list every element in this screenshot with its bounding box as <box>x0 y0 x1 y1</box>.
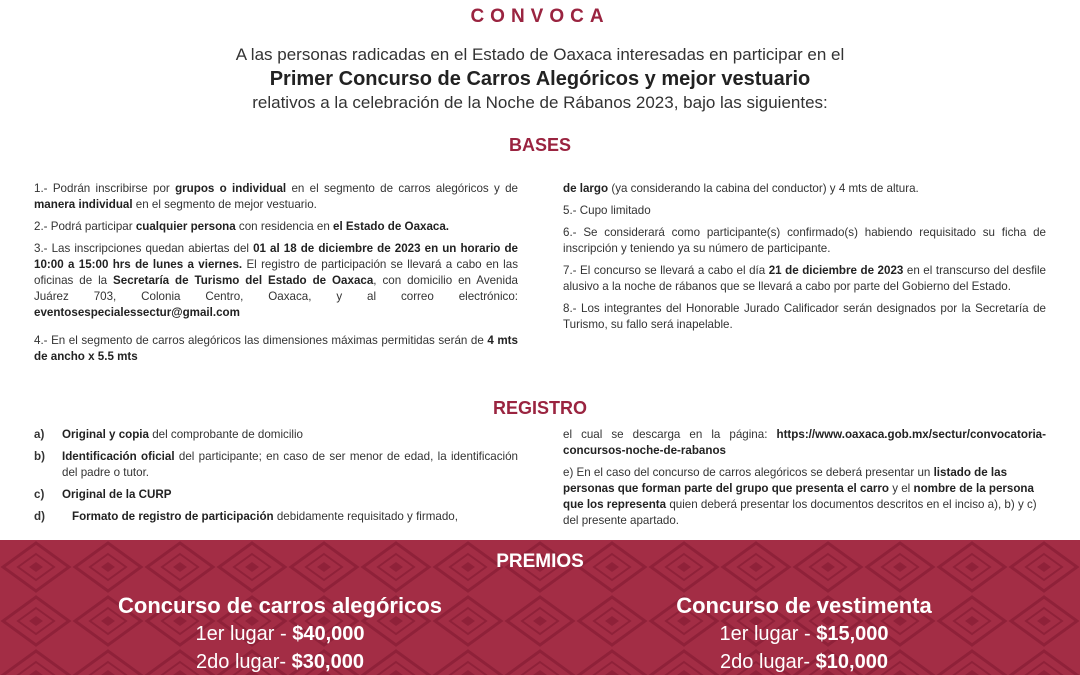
prize-carros-name: Concurso de carros alegóricos <box>118 593 442 618</box>
base-7: 7.- El concurso se llevará a cabo el día 21 de diciembre de 2023 en el transcurso del desfile alusivo a la noche de rábanos que se llevará a cabo por parte del Gobierno del Estado. <box>563 264 1047 293</box>
base-1: 1.- Podrán inscribirse por grupos o individual en el segmento de carros alegóricos y de manera individual en el segmento de mejor vestuario. <box>34 182 519 211</box>
base-6: 6.- Se considerará como participante(s) confirmado(s) habiendo requisitado su ficha de inscripción y teniendo ya su número de participante. <box>563 226 1046 255</box>
prize-carros <box>60 592 500 675</box>
registro-item-d: d) Formato de registro de participación debidamente requisitado y firmado, <box>34 510 458 523</box>
prize-carros-second: 2do lugar- $30,000 <box>196 651 364 673</box>
base-3: 3.- Las inscripciones quedan abiertas del 01 al 18 de diciembre de 2023 en un horario de 10:00 a 15:00 hrs de lunes a viernes. El registro de participación se llevará a cabo en las oficinas de la Secretaría de Turismo del Estado de Oaxaca, con domicilio en Avenida Juárez 703, Colonia Centro, Oaxaca, y al correo electrónico: eventosespecialessectur@gmail.com <box>34 242 518 319</box>
prize-vestimenta <box>584 592 1024 675</box>
premios-heading: PREMIOS <box>496 551 584 572</box>
base-4: 4.- En el segmento de carros alegóricos las dimensiones máximas permitidas serán de 4 mts de ancho x 5.5 mts <box>34 334 518 363</box>
registro-item-d-continued: el cual se descarga en la página: https://www.oaxaca.gob.mx/sectur/convocatoria-concursos-noche-de-rabanos <box>563 428 1046 457</box>
base-8: 8.- Los integrantes del Honorable Jurado Calificador serán designados por la Secretaría de Turismo, su fallo será inapelable. <box>563 302 1046 331</box>
registro-right-column <box>563 427 1046 535</box>
registro-heading: REGISTRO <box>492 398 587 418</box>
prize-vestimenta-first: 1er lugar - $15,000 <box>719 623 889 645</box>
bases-heading: BASES <box>508 135 571 155</box>
contact-email: eventosespecialessectur@gmail.com <box>34 306 240 319</box>
premios-band <box>0 540 1080 675</box>
prize-vestimenta-second: 2do lugar- $10,000 <box>720 651 888 673</box>
intro-block <box>0 44 1080 114</box>
download-link[interactable]: https://www.oaxaca.gob.mx/sectur/convocatoria-concursos-noche-de-rabanos <box>563 428 1046 457</box>
bases-right-column <box>563 181 1046 339</box>
intro-line-3: relativos a la celebración de la Noche de Rábanos 2023, bajo las siguientes: <box>252 93 828 112</box>
intro-line-1: A las personas radicadas en el Estado de Oaxaca interesadas en participar en el <box>235 45 845 64</box>
prize-vestimenta-name: Concurso de vestimenta <box>676 593 932 618</box>
prize-carros-first: 1er lugar - $40,000 <box>195 623 365 645</box>
registro-item-c: c) Original de la CURP <box>34 488 172 501</box>
convoca-heading: CONVOCA <box>470 6 610 27</box>
bases-left-column <box>34 181 518 371</box>
base-2: 2.- Podrá participar cualquier persona con residencia en el Estado de Oaxaca. <box>34 220 450 233</box>
registro-item-e: e) En el caso del concurso de carros alegóricos se deberá presentar un listado de las personas que forman parte del grupo que presenta el carro y el nombre de la persona que los representa quien deberá presentar los documentos descritos en el inciso a), b) y c) del presente apartado. <box>563 466 1037 527</box>
registro-left-column <box>34 427 518 531</box>
registro-item-b: b) Identificación oficial del participante; en caso de ser menor de edad, la identificación del padre o tutor. <box>34 450 518 479</box>
base-4-continued: de largo (ya considerando la cabina del conductor) y 4 mts de altura. <box>563 182 919 195</box>
contest-title: Primer Concurso de Carros Alegóricos y mejor vestuario <box>269 68 811 90</box>
base-5: 5.- Cupo limitado <box>563 204 651 217</box>
registro-item-a: a) Original y copia del comprobante de domicilio <box>34 428 304 441</box>
